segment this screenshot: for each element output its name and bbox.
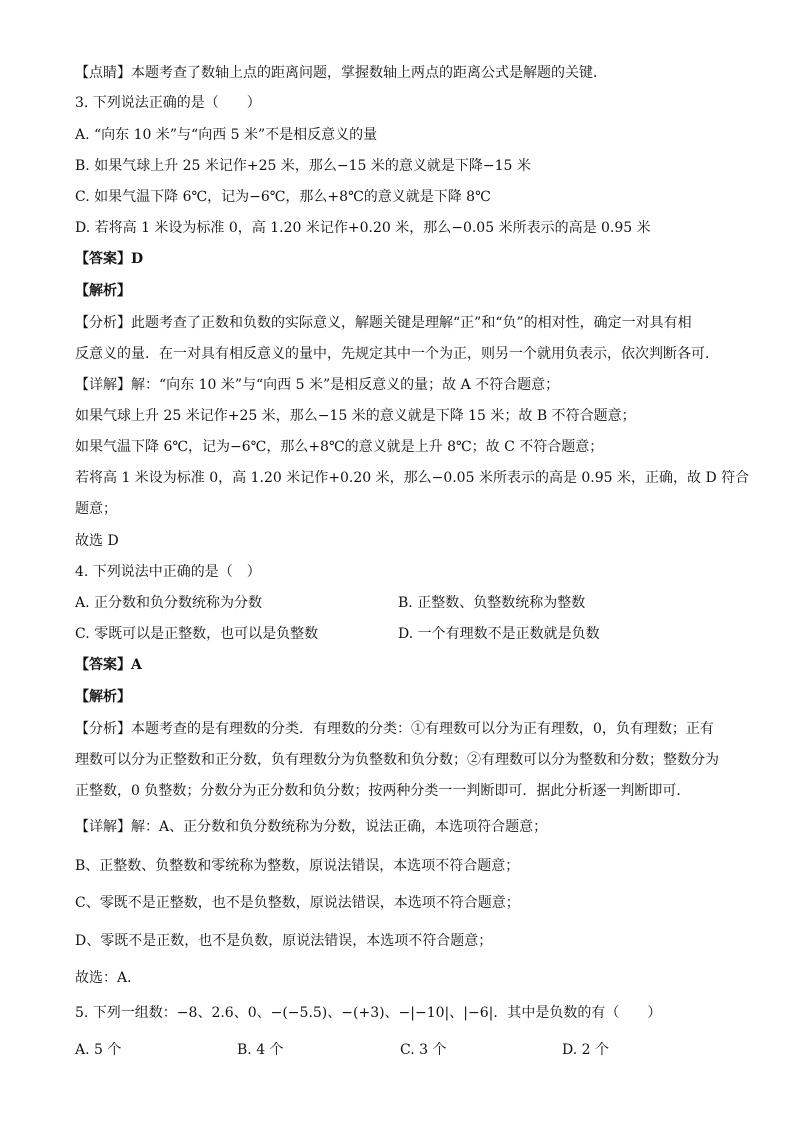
question-4-stem: 4. 下列说法中正确的是（ ） [75, 564, 261, 580]
question-3-detail-line-1: 【详解】解：“向东 10 米”与“向西 5 米”是相反意义的量；故 A 不符合题意； [75, 377, 560, 393]
question-3-answer: 【答案】D [75, 251, 144, 267]
question-4-analysis-line-2: 理数可以分为正整数和正分数，负有理数分为负整数和负分数；②有理数可以分为整数和分数；整数分为 [75, 752, 719, 768]
question-5-option-b: B. 4 个 [237, 1042, 284, 1058]
question-4-analysis-heading: 【解析】 [75, 689, 131, 705]
question-5-option-c: C. 3 个 [400, 1042, 447, 1058]
question-3-detail-line-5: 题意； [75, 501, 117, 517]
question-5-option-a: A. 5 个 [75, 1042, 122, 1058]
question-3-detail-line-4: 若将高 1 米设为标准 0，高 1.20 米记作+0.20 米，那么−0.05 米所表示的高是 0.95 米，正确，故 D 符合 [75, 470, 750, 486]
question-4-option-d: D. 一个有理数不是正数就是负数 [398, 626, 600, 642]
dianjing-note: 【点睛】本题考查了数轴上点的距离问题，掌握数轴上两点的距离公式是解题的关键． [75, 65, 607, 81]
question-3-analysis-line-1: 【分析】此题考查了正数和负数的实际意义，解题关键是理解“正”和“负”的相对性，确定一对具有相 [75, 315, 692, 331]
question-3-detail-line-2: 如果气球上升 25 米记作+25 米，那么−15 米的意义就是下降 15 米；故 B 不符合题意； [75, 408, 636, 424]
question-3-option-d: D. 若将高 1 米设为标准 0，高 1.20 米记作+0.20 米，那么−0.05 米所表示的高是 0.95 米 [75, 220, 651, 236]
question-4-option-b: B. 正整数、负整数统称为整数 [398, 595, 586, 611]
question-3-option-b: B. 如果气球上升 25 米记作+25 米，那么−15 米的意义就是下降−15 米 [75, 158, 531, 174]
question-3-analysis-heading: 【解析】 [75, 283, 131, 299]
question-4-analysis-line-1: 【分析】本题考查的是有理数的分类．有理数的分类：①有理数可以分为正有理数，0，负有理数；正有 [75, 721, 714, 737]
question-3-detail-line-3: 如果气温下降 6℃，记为−6℃，那么+8℃的意义就是上升 8℃；故 C 不符合题意； [75, 439, 604, 455]
question-4-analysis-line-3: 正整数，0 负整数；分数分为正分数和负分数；按两种分类一一判断即可．据此分析逐一判断即可． [75, 783, 691, 799]
question-3-conclusion: 故选 D [75, 533, 119, 549]
question-3-stem: 3. 下列说法正确的是（ ） [75, 95, 261, 111]
question-4-conclusion: 故选：A． [75, 970, 142, 986]
question-4-detail-line-2: B、正整数、负整数和零统称为整数，原说法错误，本选项不符合题意； [75, 858, 520, 874]
question-4-answer: 【答案】A [75, 657, 142, 673]
question-4-detail-line-3: C、零既不是正整数，也不是负整数，原说法错误，本选项不符合题意； [75, 895, 520, 911]
question-4-option-a: A. 正分数和负分数统称为分数 [75, 595, 263, 611]
question-5-option-d: D. 2 个 [562, 1042, 609, 1058]
question-3-analysis-line-2: 反意义的量．在一对具有相反意义的量中，先规定其中一个为正，则另一个就用负表示，依次判断各可． [75, 346, 719, 362]
question-4-detail-line-4: D、零既不是正数，也不是负数，原说法错误，本选项不符合题意； [75, 933, 493, 949]
question-4-detail-line-1: 【详解】解：A、正分数和负分数统称为分数，说法正确，本选项符合题意； [75, 819, 548, 835]
question-5-stem: 5. 下列一组数：−8、2.6、0、−(−5.5)、−(+3)、−|−10|、|−6|．其中是负数的有（ ） [75, 1005, 662, 1021]
question-3-option-a: A. “向东 10 米”与“向西 5 米”不是相反意义的量 [75, 127, 378, 143]
question-3-option-c: C. 如果气温下降 6℃，记为−6℃，那么+8℃的意义就是下降 8℃ [75, 189, 491, 205]
question-4-option-c: C. 零既可以是正整数，也可以是负整数 [75, 626, 319, 642]
